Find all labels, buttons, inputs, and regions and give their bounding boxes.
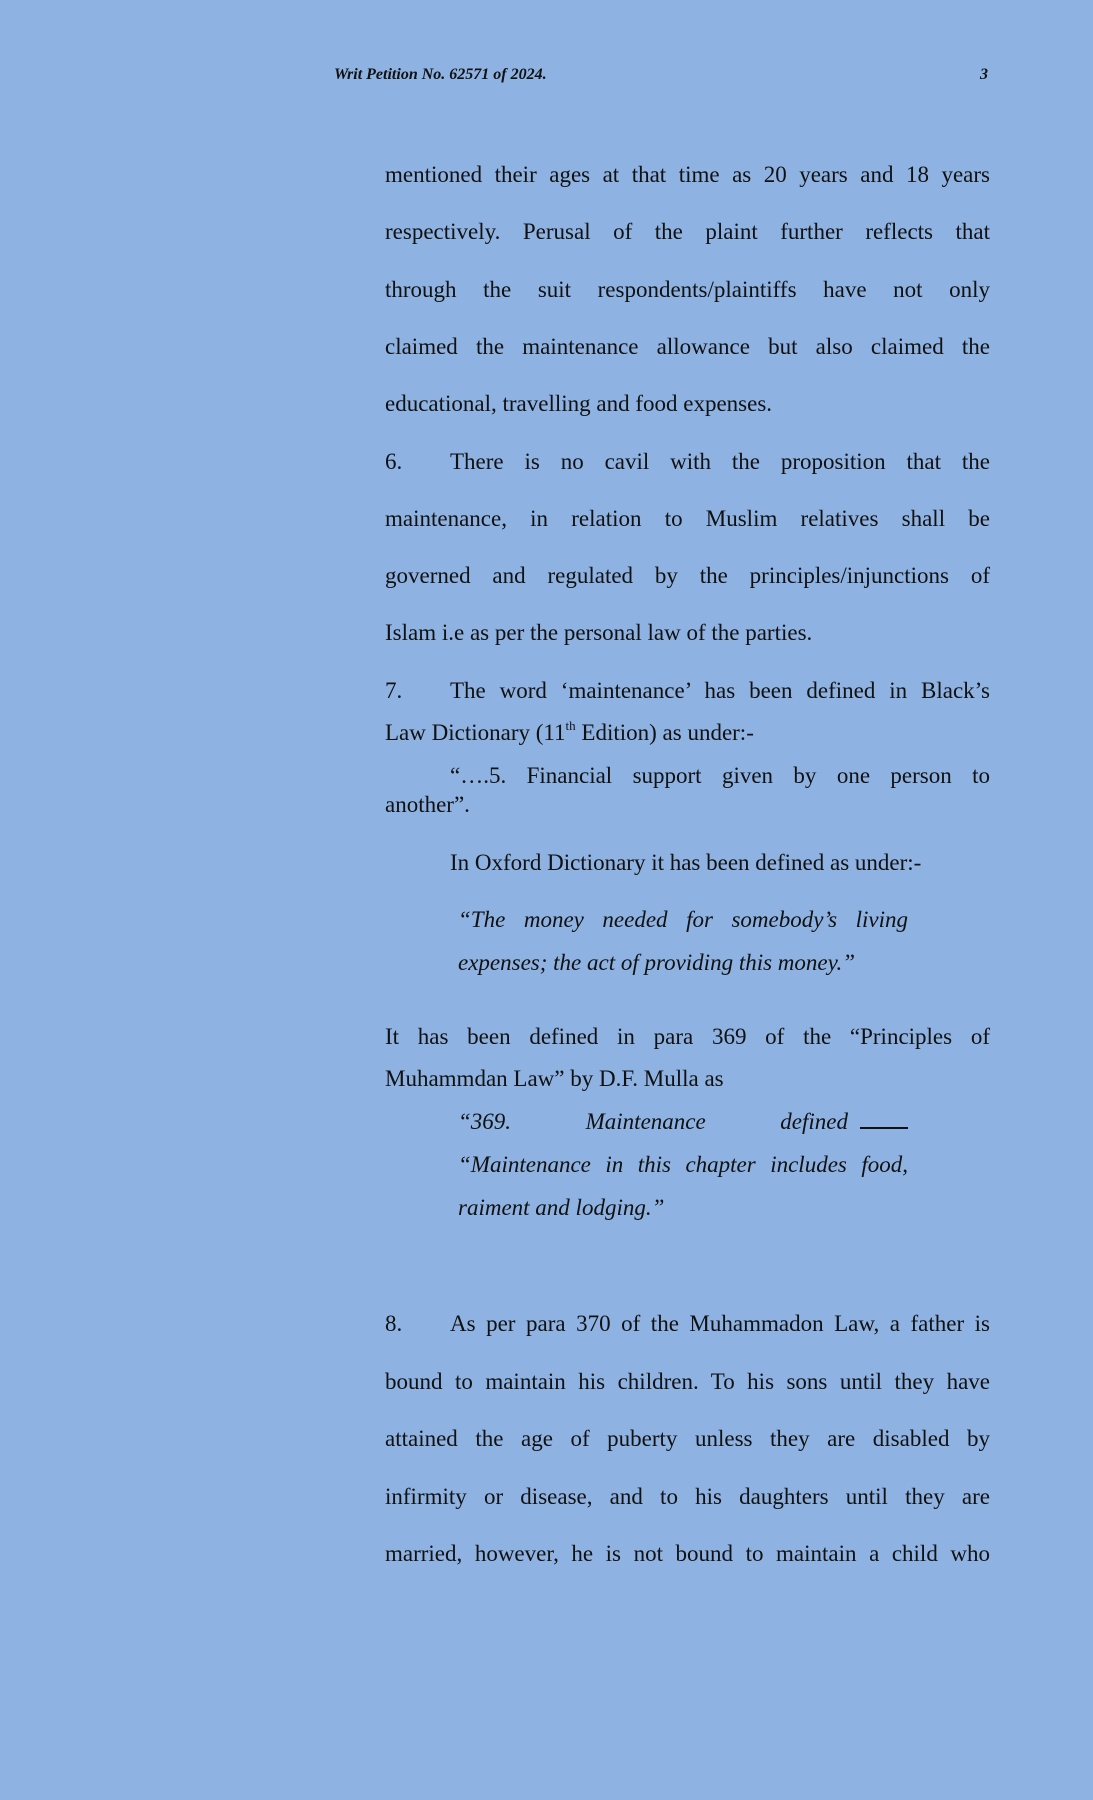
blacks-quote-line: another”. (385, 792, 470, 817)
text-line: through the suit respondents/plaintiffs have not only (385, 277, 990, 302)
oxford-quote-line: “The money needed for somebody’s living (458, 907, 908, 932)
mulla-quote-heading (458, 1109, 908, 1135)
text-line: mentioned their ages at that time as 20 years and 18 years (385, 162, 990, 187)
blacks-quote-line: “….5. Financial support given by one person to (450, 763, 990, 788)
text-line: maintenance, in relation to Muslim relatives shall be (385, 506, 990, 531)
oxford-quote-line: expenses; the act of providing this money.” (458, 950, 856, 975)
mulla-quote-line: raiment and lodging.” (458, 1195, 665, 1220)
text-segment: Law Dictionary (11 (385, 720, 566, 745)
text-line (385, 678, 990, 704)
text-line: attained the age of puberty unless they are disabled by (385, 1426, 990, 1451)
text-line (385, 449, 990, 475)
text-segment: There is no cavil with the proposition that the (450, 449, 990, 474)
text-line: Islam i.e as per the personal law of the parties. (385, 620, 813, 645)
text-line: educational, travelling and food expenses. (385, 391, 773, 416)
text-line: infirmity or disease, and to his daughters until they are (385, 1484, 990, 1509)
text-line: claimed the maintenance allowance but also claimed the (385, 334, 990, 359)
text-line: bound to maintain his children. To his sons until they have (385, 1369, 990, 1394)
text-line (385, 1311, 990, 1337)
text-segment: The word ‘maintenance’ has been defined in Black’s (450, 678, 990, 703)
page-number: 3 (980, 66, 988, 83)
text-segment: “369. Maintenance defined (458, 1109, 848, 1134)
text-segment: Edition) as under:- (575, 720, 754, 745)
text-line (385, 720, 754, 746)
case-title: Writ Petition No. 62571 of 2024. (334, 66, 547, 83)
mulla-quote-line: “Maintenance in this chapter includes food, (458, 1152, 908, 1177)
text-line: It has been defined in para 369 of the “Principles of (385, 1024, 990, 1049)
paragraph-number: 8. (385, 1311, 403, 1336)
oxford-intro: In Oxford Dictionary it has been defined as under:- (450, 850, 922, 875)
text-line: Muhammdan Law” by D.F. Mulla as (385, 1066, 724, 1091)
text-line: governed and regulated by the principles/injunctions of (385, 563, 990, 588)
paragraph-number: 6. (385, 449, 403, 474)
paragraph-number: 7. (385, 678, 403, 703)
superscript: th (565, 718, 576, 733)
text-line: respectively. Perusal of the plaint further reflects that (385, 219, 990, 244)
text-segment: As per para 370 of the Muhammadon Law, a father is (450, 1311, 990, 1336)
blank-line (860, 1111, 908, 1129)
text-line: married, however, he is not bound to maintain a child who (385, 1541, 990, 1566)
